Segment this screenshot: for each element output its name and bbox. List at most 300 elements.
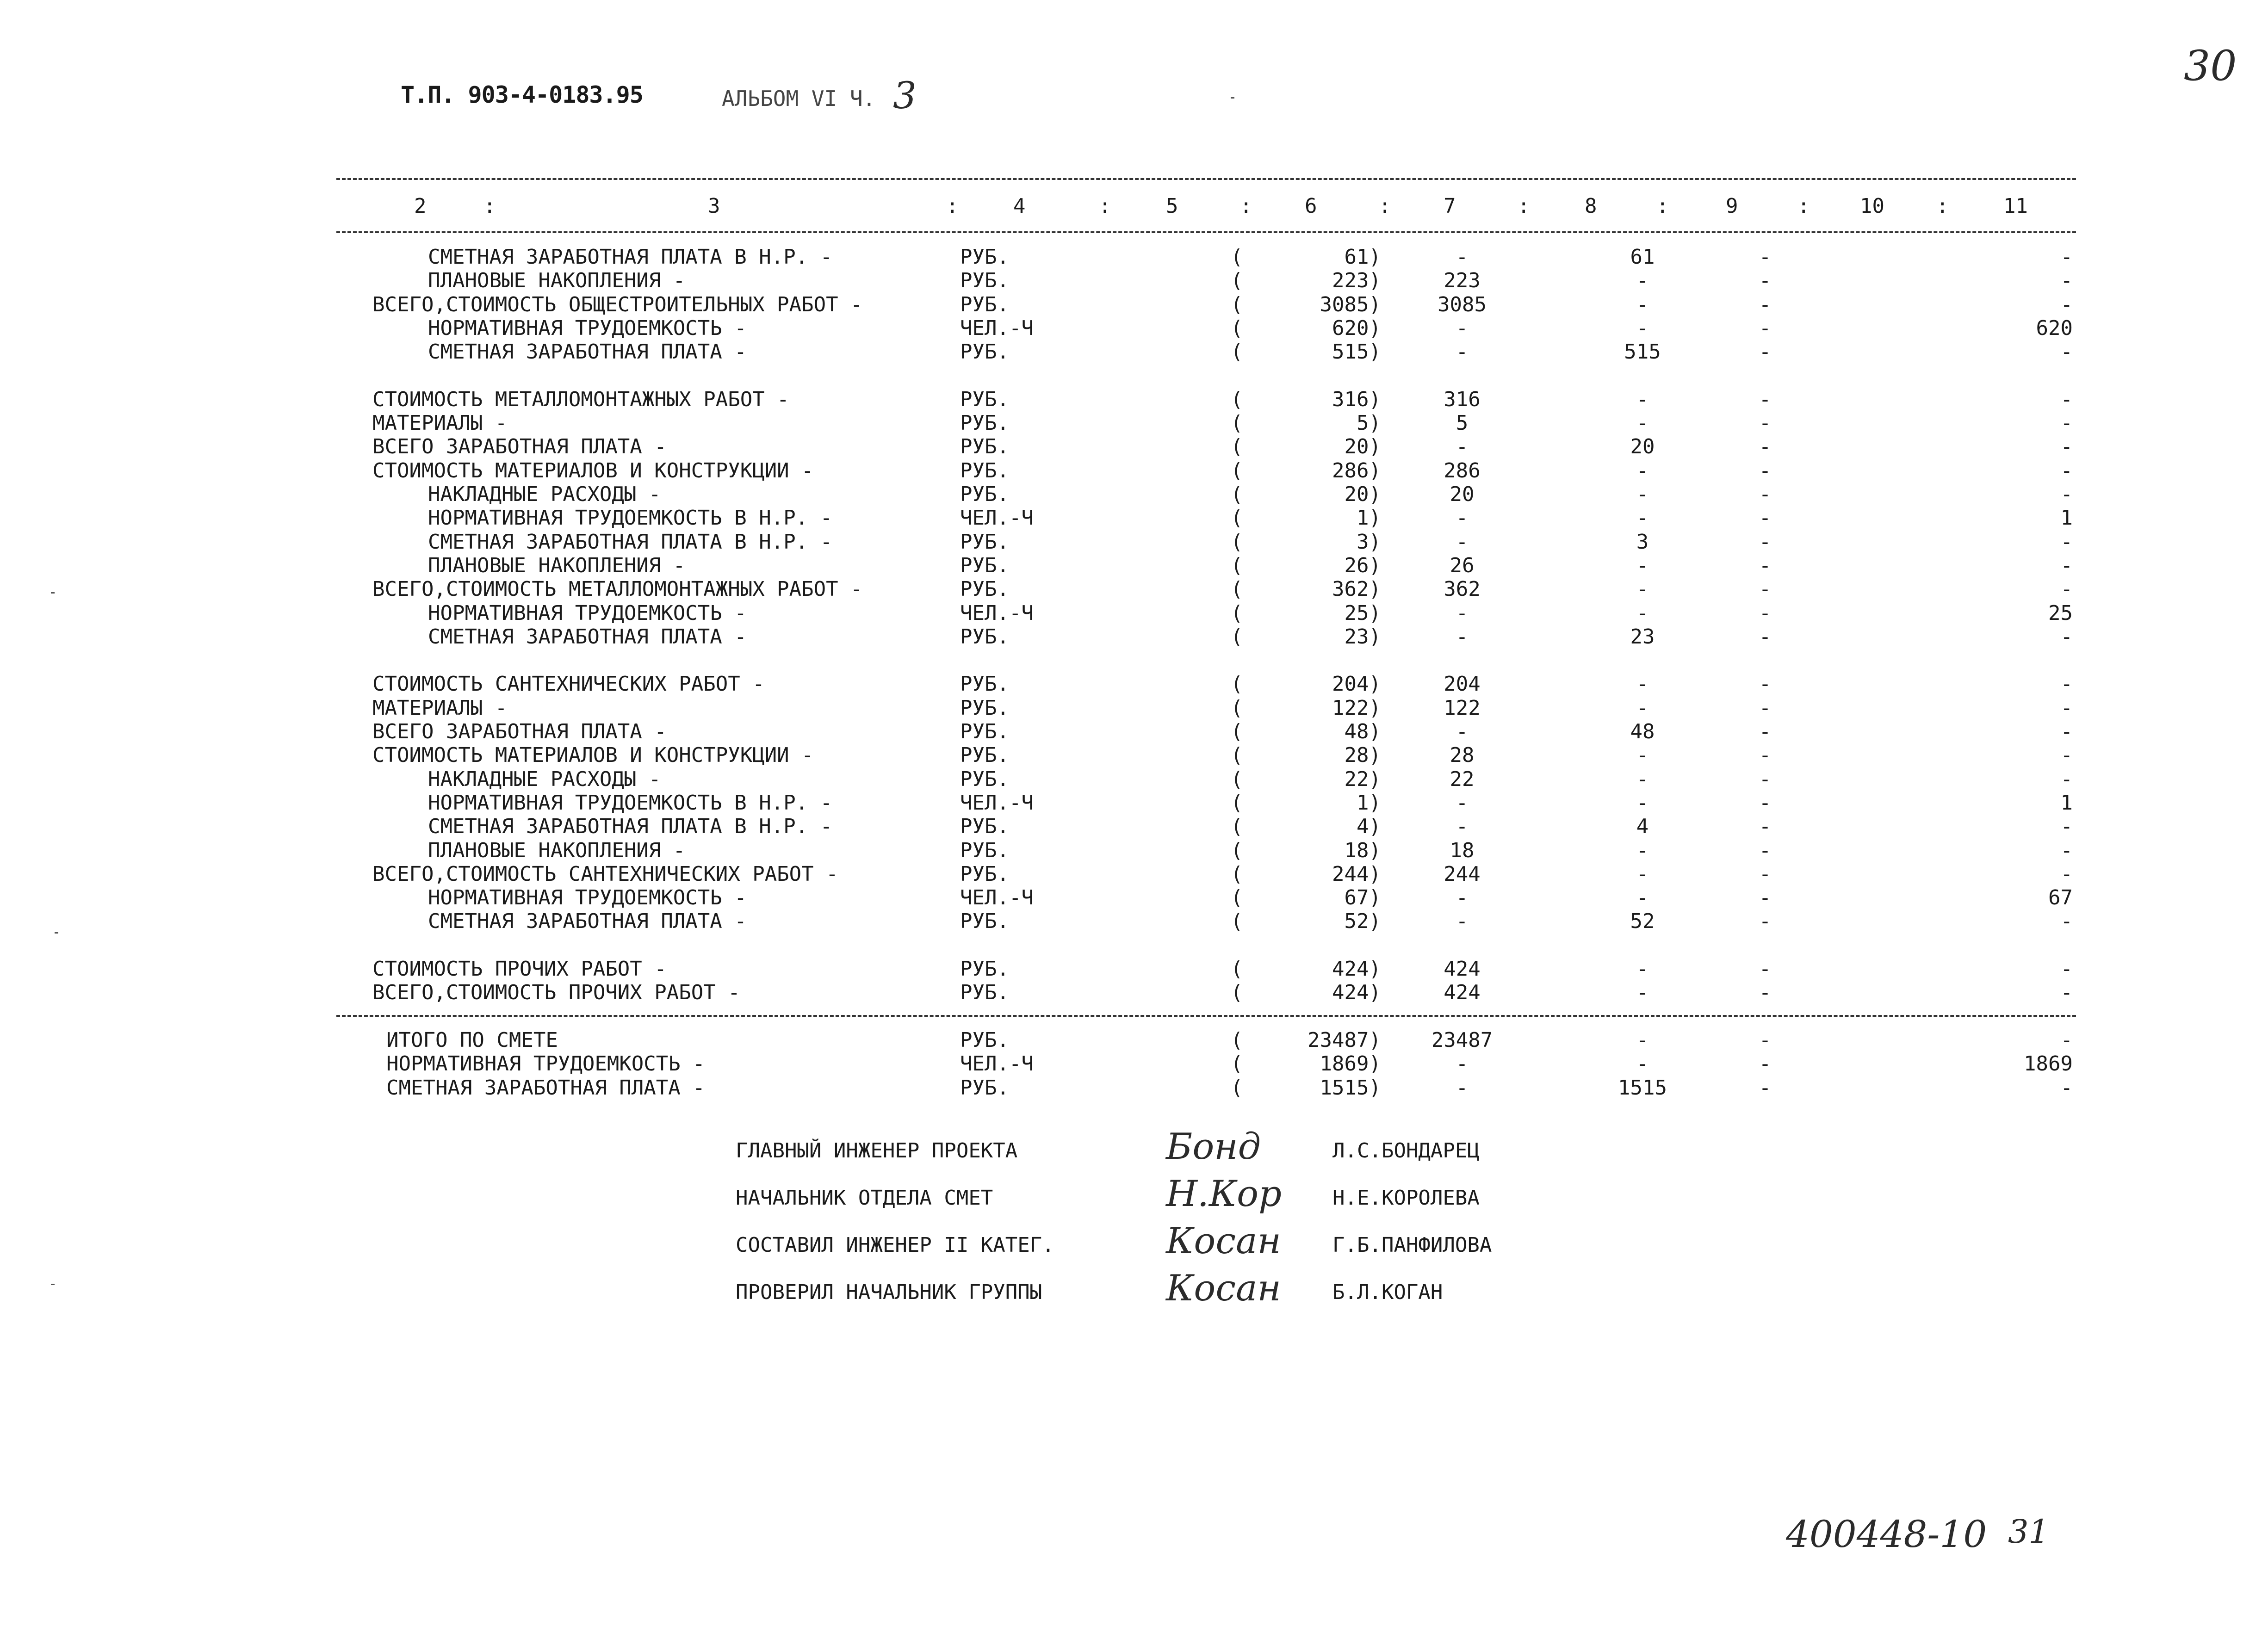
album-part-handwritten: 3	[893, 74, 917, 117]
row-item-name: СТОИМОСТЬ МАТЕРИАЛОВ И КОНСТРУКЦИИ -	[372, 458, 814, 482]
row-unit: РУБ.	[960, 245, 1009, 269]
table-row	[0, 696, 2268, 720]
table-row	[0, 743, 2268, 767]
header-col-6: 6	[1305, 194, 1317, 218]
header-sep: :	[1797, 194, 1810, 218]
row-unit: РУБ.	[960, 909, 1009, 934]
row-paren: (	[1231, 886, 1243, 910]
row-col-11: -	[2060, 269, 2073, 293]
signature-role-label: ГЛАВНЫЙ ИНЖЕНЕР ПРОЕКТА	[736, 1139, 1018, 1163]
document-code: Т.П. 903-4-0183.95	[401, 81, 643, 108]
row-col-8: -	[1636, 743, 1649, 767]
row-col-7: 3085	[1438, 292, 1487, 316]
row-col-11: -	[2060, 981, 2073, 1005]
row-paren: (	[1231, 458, 1243, 482]
album-label: АЛЬБОМ VI Ч.	[722, 86, 876, 111]
row-unit: РУБ.	[960, 411, 1009, 435]
table-row	[0, 839, 2268, 862]
row-col-9: -	[1759, 601, 1772, 625]
signature-person-name: Б.Л.КОГАН	[1332, 1280, 1443, 1304]
row-col-6: 52)	[1344, 909, 1381, 934]
header-col-3: 3	[708, 194, 720, 218]
row-item-name: СТОИМОСТЬ МАТЕРИАЛОВ И КОНСТРУКЦИИ -	[372, 743, 814, 767]
row-unit: РУБ.	[960, 743, 1009, 767]
row-col-11: -	[2060, 957, 2073, 981]
row-unit: РУБ.	[960, 530, 1009, 554]
header-sep: :	[1379, 194, 1391, 218]
row-col-8: 1515	[1618, 1076, 1667, 1100]
row-col-7: -	[1456, 625, 1469, 649]
row-item-name: ПЛАНОВЫЕ НАКОПЛЕНИЯ -	[428, 269, 686, 293]
row-col-8: -	[1636, 791, 1649, 815]
row-unit: РУБ.	[960, 625, 1009, 649]
header-col-2: 2	[414, 194, 427, 218]
row-paren: (	[1231, 530, 1243, 554]
row-col-7: -	[1456, 1076, 1469, 1100]
row-item-name: СТОИМОСТЬ МЕТАЛЛОМОНТАЖНЫХ РАБОТ -	[372, 387, 789, 411]
row-col-7: 244	[1444, 862, 1481, 886]
row-col-7: 204	[1444, 672, 1481, 696]
row-col-11: -	[2060, 482, 2073, 506]
row-col-9: -	[1759, 981, 1772, 1005]
row-paren: (	[1231, 743, 1243, 767]
row-paren: (	[1231, 553, 1243, 577]
row-item-name: ВСЕГО ЗАРАБОТНАЯ ПЛАТА -	[372, 435, 667, 459]
table-row	[0, 435, 2268, 458]
scan-speck	[51, 1284, 55, 1285]
row-col-11: -	[2060, 909, 2073, 934]
header-sep: :	[946, 194, 959, 218]
header-sep: :	[1518, 194, 1530, 218]
row-unit: РУБ.	[960, 292, 1009, 316]
handwritten-signature: Н.Кор	[1166, 1173, 1282, 1215]
header-col-8: 8	[1585, 194, 1597, 218]
row-col-11: -	[2060, 577, 2073, 601]
row-col-11: -	[2060, 530, 2073, 554]
row-paren: (	[1231, 435, 1243, 459]
header-sep: :	[1099, 194, 1111, 218]
row-col-9: -	[1759, 957, 1772, 981]
row-item-name: СМЕТНАЯ ЗАРАБОТНАЯ ПЛАТА В Н.Р. -	[428, 530, 833, 554]
row-col-9: -	[1759, 387, 1772, 411]
row-col-9: -	[1759, 530, 1772, 554]
row-col-9: -	[1759, 411, 1772, 435]
page-number-handwritten: 30	[2184, 42, 2237, 90]
row-item-name: НАКЛАДНЫЕ РАСХОДЫ -	[428, 482, 661, 506]
row-col-8: -	[1636, 886, 1649, 910]
handwritten-signature: Косан	[1166, 1268, 1281, 1309]
row-col-7: -	[1456, 601, 1469, 625]
row-col-6: 18)	[1344, 838, 1381, 862]
row-col-8: -	[1636, 1052, 1649, 1076]
row-col-7: 22	[1450, 767, 1475, 791]
table-row	[0, 411, 2268, 435]
row-item-name: ПЛАНОВЫЕ НАКОПЛЕНИЯ -	[428, 553, 686, 577]
row-col-8: -	[1636, 577, 1649, 601]
row-col-6: 48)	[1344, 720, 1381, 743]
row-unit: РУБ.	[960, 720, 1009, 743]
row-col-11: -	[2060, 458, 2073, 482]
row-paren: (	[1231, 506, 1243, 530]
row-unit: РУБ.	[960, 815, 1009, 839]
header-col-5: 5	[1166, 194, 1178, 218]
row-unit: РУБ.	[960, 1028, 1009, 1052]
row-col-7: 424	[1444, 957, 1481, 981]
row-col-11: -	[2060, 1028, 2073, 1052]
row-col-6: 28)	[1344, 743, 1381, 767]
row-unit: РУБ.	[960, 838, 1009, 862]
row-col-9: -	[1759, 625, 1772, 649]
row-col-6: 22)	[1344, 767, 1381, 791]
row-col-8: 61	[1630, 245, 1655, 269]
row-col-6: 515)	[1332, 340, 1381, 364]
header-sep: :	[1936, 194, 1949, 218]
row-unit: РУБ.	[960, 862, 1009, 886]
row-col-6: 61)	[1344, 245, 1381, 269]
row-paren: (	[1231, 1052, 1243, 1076]
row-col-7: -	[1456, 435, 1469, 459]
row-col-7: -	[1456, 886, 1469, 910]
row-col-6: 67)	[1344, 886, 1381, 910]
row-col-11: -	[2060, 245, 2073, 269]
row-item-name: СМЕТНАЯ ЗАРАБОТНАЯ ПЛАТА -	[428, 340, 747, 364]
table-row	[0, 625, 2268, 649]
row-col-8: -	[1636, 316, 1649, 340]
row-col-7: 5	[1456, 411, 1469, 435]
row-item-name: СМЕТНАЯ ЗАРАБОТНАЯ ПЛАТА -	[428, 625, 747, 649]
row-col-7: 122	[1444, 696, 1481, 720]
sheet-number-handwritten: 31	[2008, 1513, 2050, 1551]
row-paren: (	[1231, 340, 1243, 364]
row-col-6: 204)	[1332, 672, 1381, 696]
row-paren: (	[1231, 791, 1243, 815]
row-item-name: СТОИМОСТЬ САНТЕХНИЧЕСКИХ РАБОТ -	[372, 672, 765, 696]
row-unit: РУБ.	[960, 553, 1009, 577]
row-paren: (	[1231, 387, 1243, 411]
row-item-name: НОРМАТИВНАЯ ТРУДОЕМКОСТЬ -	[428, 601, 747, 625]
table-row	[0, 1028, 2268, 1052]
row-paren: (	[1231, 838, 1243, 862]
row-paren: (	[1231, 767, 1243, 791]
row-unit: РУБ.	[960, 387, 1009, 411]
header-col-10: 10	[1860, 194, 1884, 218]
row-col-9: -	[1759, 767, 1772, 791]
table-row	[0, 601, 2268, 625]
signature-role-label: ПРОВЕРИЛ НАЧАЛЬНИК ГРУППЫ	[736, 1280, 1042, 1304]
row-col-8: -	[1636, 862, 1649, 886]
row-col-9: -	[1759, 862, 1772, 886]
row-unit: РУБ.	[960, 981, 1009, 1005]
row-col-7: -	[1456, 720, 1469, 743]
row-col-9: -	[1759, 909, 1772, 934]
signature-role-label: НАЧАЛЬНИК ОТДЕЛА СМЕТ	[736, 1186, 993, 1210]
row-item-name: НОРМАТИВНАЯ ТРУДОЕМКОСТЬ -	[428, 316, 747, 340]
row-unit: РУБ.	[960, 269, 1009, 293]
row-col-11: -	[2060, 838, 2073, 862]
table-row	[0, 577, 2268, 601]
row-col-9: -	[1759, 1028, 1772, 1052]
row-paren: (	[1231, 601, 1243, 625]
signature-person-name: Г.Б.ПАНФИЛОВА	[1332, 1233, 1492, 1257]
row-item-name: ВСЕГО,СТОИМОСТЬ МЕТАЛЛОМОНТАЖНЫХ РАБОТ -	[372, 577, 863, 601]
row-col-6: 20)	[1344, 482, 1381, 506]
row-paren: (	[1231, 672, 1243, 696]
row-item-name: ВСЕГО,СТОИМОСТЬ САНТЕХНИЧЕСКИХ РАБОТ -	[372, 862, 838, 886]
row-col-8: -	[1636, 838, 1649, 862]
row-col-11: -	[2060, 1076, 2073, 1100]
scan-speck	[51, 592, 55, 594]
row-col-8: -	[1636, 482, 1649, 506]
row-col-9: -	[1759, 672, 1772, 696]
row-col-6: 244)	[1332, 862, 1381, 886]
row-unit: РУБ.	[960, 767, 1009, 791]
header-col-9: 9	[1726, 194, 1738, 218]
row-col-9: -	[1759, 553, 1772, 577]
row-col-7: 28	[1450, 743, 1475, 767]
row-col-7: 18	[1450, 838, 1475, 862]
row-item-name: СМЕТНАЯ ЗАРАБОТНАЯ ПЛАТА В Н.Р. -	[428, 245, 833, 269]
signature-person-name: Н.Е.КОРОЛЕВА	[1332, 1186, 1480, 1210]
row-unit: ЧЕЛ.-Ч	[960, 886, 1034, 910]
table-row	[0, 957, 2268, 981]
row-col-7: -	[1456, 245, 1469, 269]
table-row	[0, 720, 2268, 743]
row-col-9: -	[1759, 269, 1772, 293]
row-col-6: 26)	[1344, 553, 1381, 577]
table-row	[0, 388, 2268, 411]
row-paren: (	[1231, 482, 1243, 506]
header-col-11: 11	[2003, 194, 2028, 218]
row-col-7: -	[1456, 316, 1469, 340]
row-col-6: 20)	[1344, 435, 1381, 459]
row-col-7: -	[1456, 1052, 1469, 1076]
row-unit: ЧЕЛ.-Ч	[960, 1052, 1034, 1076]
row-unit: РУБ.	[960, 340, 1009, 364]
table-row	[0, 815, 2268, 838]
table-row	[0, 554, 2268, 577]
row-col-11: -	[2060, 720, 2073, 743]
row-paren: (	[1231, 316, 1243, 340]
row-item-name: ВСЕГО ЗАРАБОТНАЯ ПЛАТА -	[372, 720, 667, 743]
table-row	[0, 909, 2268, 933]
row-col-8: 4	[1636, 815, 1649, 839]
row-col-8: -	[1636, 672, 1649, 696]
row-col-6: 286)	[1332, 458, 1381, 482]
table-row	[0, 506, 2268, 530]
row-col-6: 1)	[1357, 791, 1381, 815]
row-col-9: -	[1759, 743, 1772, 767]
stamp-number-handwritten: 400448-10	[1786, 1513, 1987, 1556]
row-col-8: -	[1636, 1028, 1649, 1052]
totals-separator-rule	[336, 1015, 2076, 1017]
header-sep: :	[483, 194, 496, 218]
row-item-name: СМЕТНАЯ ЗАРАБОТНАЯ ПЛАТА -	[386, 1076, 705, 1100]
row-item-name: ПЛАНОВЫЕ НАКОПЛЕНИЯ -	[428, 838, 686, 862]
table-row	[0, 293, 2268, 316]
header-col-4: 4	[1013, 194, 1026, 218]
row-col-6: 424)	[1332, 981, 1381, 1005]
row-item-name: ВСЕГО,СТОИМОСТЬ ПРОЧИХ РАБОТ -	[372, 981, 740, 1005]
row-col-6: 424)	[1332, 957, 1381, 981]
table-row	[0, 791, 2268, 815]
row-col-11: -	[2060, 411, 2073, 435]
row-col-11: -	[2060, 292, 2073, 316]
signature-role-label: СОСТАВИЛ ИНЖЕНЕР II КАТЕГ.	[736, 1233, 1054, 1257]
row-paren: (	[1231, 957, 1243, 981]
row-unit: РУБ.	[960, 435, 1009, 459]
row-paren: (	[1231, 292, 1243, 316]
row-col-11: 67	[2048, 886, 2073, 910]
row-col-8: -	[1636, 601, 1649, 625]
row-col-8: -	[1636, 506, 1649, 530]
row-item-name: СТОИМОСТЬ ПРОЧИХ РАБОТ -	[372, 957, 667, 981]
row-paren: (	[1231, 862, 1243, 886]
row-paren: (	[1231, 577, 1243, 601]
row-col-11: -	[2060, 625, 2073, 649]
header-sep: :	[1240, 194, 1252, 218]
row-col-8: -	[1636, 411, 1649, 435]
row-col-11: -	[2060, 696, 2073, 720]
row-col-8: 52	[1630, 909, 1655, 934]
row-col-7: -	[1456, 909, 1469, 934]
row-item-name: НОРМАТИВНАЯ ТРУДОЕМКОСТЬ -	[428, 886, 747, 910]
row-unit: РУБ.	[960, 482, 1009, 506]
row-col-9: -	[1759, 1076, 1772, 1100]
row-col-9: -	[1759, 838, 1772, 862]
row-col-8: -	[1636, 553, 1649, 577]
row-col-9: -	[1759, 340, 1772, 364]
table-row	[0, 316, 2268, 340]
row-paren: (	[1231, 1076, 1243, 1100]
row-col-7: -	[1456, 815, 1469, 839]
row-col-7: 316	[1444, 387, 1481, 411]
row-col-7: 362	[1444, 577, 1481, 601]
row-item-name: ВСЕГО,СТОИМОСТЬ ОБЩЕСТРОИТЕЛЬНЫХ РАБОТ -	[372, 292, 863, 316]
row-item-name: НОРМАТИВНАЯ ТРУДОЕМКОСТЬ -	[386, 1052, 705, 1076]
table-row	[0, 245, 2268, 269]
row-col-11: -	[2060, 815, 2073, 839]
row-col-9: -	[1759, 482, 1772, 506]
row-col-11: -	[2060, 743, 2073, 767]
row-col-9: -	[1759, 506, 1772, 530]
table-row	[0, 886, 2268, 909]
row-unit: РУБ.	[960, 672, 1009, 696]
row-col-11: -	[2060, 767, 2073, 791]
header-col-7: 7	[1444, 194, 1456, 218]
handwritten-signature: Косан	[1166, 1220, 1281, 1262]
row-col-6: 3)	[1357, 530, 1381, 554]
row-paren: (	[1231, 625, 1243, 649]
table-row	[0, 862, 2268, 886]
row-item-name: МАТЕРИАЛЫ -	[372, 696, 508, 720]
row-item-name: ИТОГО ПО СМЕТЕ	[386, 1028, 558, 1052]
row-col-11: -	[2060, 862, 2073, 886]
row-col-8: -	[1636, 957, 1649, 981]
table-row	[0, 459, 2268, 482]
row-col-7: 26	[1450, 553, 1475, 577]
row-col-7: 223	[1444, 269, 1481, 293]
row-col-7: 286	[1444, 458, 1481, 482]
row-col-11: 620	[2036, 316, 2073, 340]
row-col-6: 122)	[1332, 696, 1381, 720]
row-item-name: НОРМАТИВНАЯ ТРУДОЕМКОСТЬ В Н.Р. -	[428, 791, 833, 815]
row-col-6: 316)	[1332, 387, 1381, 411]
table-row	[0, 530, 2268, 554]
row-col-11: -	[2060, 387, 2073, 411]
table-row	[0, 1052, 2268, 1076]
row-col-6: 23)	[1344, 625, 1381, 649]
row-col-8: 20	[1630, 435, 1655, 459]
scan-speck	[55, 932, 58, 934]
row-col-11: -	[2060, 553, 2073, 577]
row-col-6: 3085)	[1320, 292, 1381, 316]
table-row	[0, 340, 2268, 364]
row-item-name: МАТЕРИАЛЫ -	[372, 411, 508, 435]
row-paren: (	[1231, 245, 1243, 269]
row-paren: (	[1231, 909, 1243, 934]
row-col-8: -	[1636, 458, 1649, 482]
row-col-7: -	[1456, 340, 1469, 364]
scan-speck	[1231, 97, 1234, 99]
table-row	[0, 672, 2268, 696]
row-item-name: НОРМАТИВНАЯ ТРУДОЕМКОСТЬ В Н.Р. -	[428, 506, 833, 530]
row-col-9: -	[1759, 696, 1772, 720]
row-col-9: -	[1759, 316, 1772, 340]
row-item-name: НАКЛАДНЫЕ РАСХОДЫ -	[428, 767, 661, 791]
row-paren: (	[1231, 411, 1243, 435]
row-col-6: 25)	[1344, 601, 1381, 625]
row-col-9: -	[1759, 720, 1772, 743]
row-col-6: 4)	[1357, 815, 1381, 839]
row-col-7: -	[1456, 506, 1469, 530]
row-paren: (	[1231, 981, 1243, 1005]
row-col-7: 20	[1450, 482, 1475, 506]
row-col-9: -	[1759, 1052, 1772, 1076]
row-col-7: 424	[1444, 981, 1481, 1005]
row-col-8: -	[1636, 981, 1649, 1005]
table-row	[0, 981, 2268, 1004]
row-col-9: -	[1759, 791, 1772, 815]
row-col-7: -	[1456, 530, 1469, 554]
row-col-6: 5)	[1357, 411, 1381, 435]
row-col-8: -	[1636, 767, 1649, 791]
table-header-row	[0, 194, 2268, 218]
row-unit: РУБ.	[960, 1076, 1009, 1100]
row-col-9: -	[1759, 815, 1772, 839]
row-paren: (	[1231, 815, 1243, 839]
row-unit: РУБ.	[960, 577, 1009, 601]
row-unit: РУБ.	[960, 957, 1009, 981]
row-col-8: -	[1636, 696, 1649, 720]
row-paren: (	[1231, 1028, 1243, 1052]
row-col-11: 25	[2048, 601, 2073, 625]
row-col-6: 620)	[1332, 316, 1381, 340]
table-row	[0, 269, 2268, 292]
row-col-6: 1)	[1357, 506, 1381, 530]
row-col-9: -	[1759, 577, 1772, 601]
row-col-8: -	[1636, 387, 1649, 411]
row-col-11: 1	[2060, 506, 2073, 530]
row-col-8: -	[1636, 269, 1649, 293]
row-col-8: 3	[1636, 530, 1649, 554]
row-col-7: -	[1456, 791, 1469, 815]
row-col-11: -	[2060, 340, 2073, 364]
row-col-9: -	[1759, 292, 1772, 316]
row-col-6: 362)	[1332, 577, 1381, 601]
row-col-8: -	[1636, 292, 1649, 316]
row-col-9: -	[1759, 245, 1772, 269]
row-col-11: 1	[2060, 791, 2073, 815]
